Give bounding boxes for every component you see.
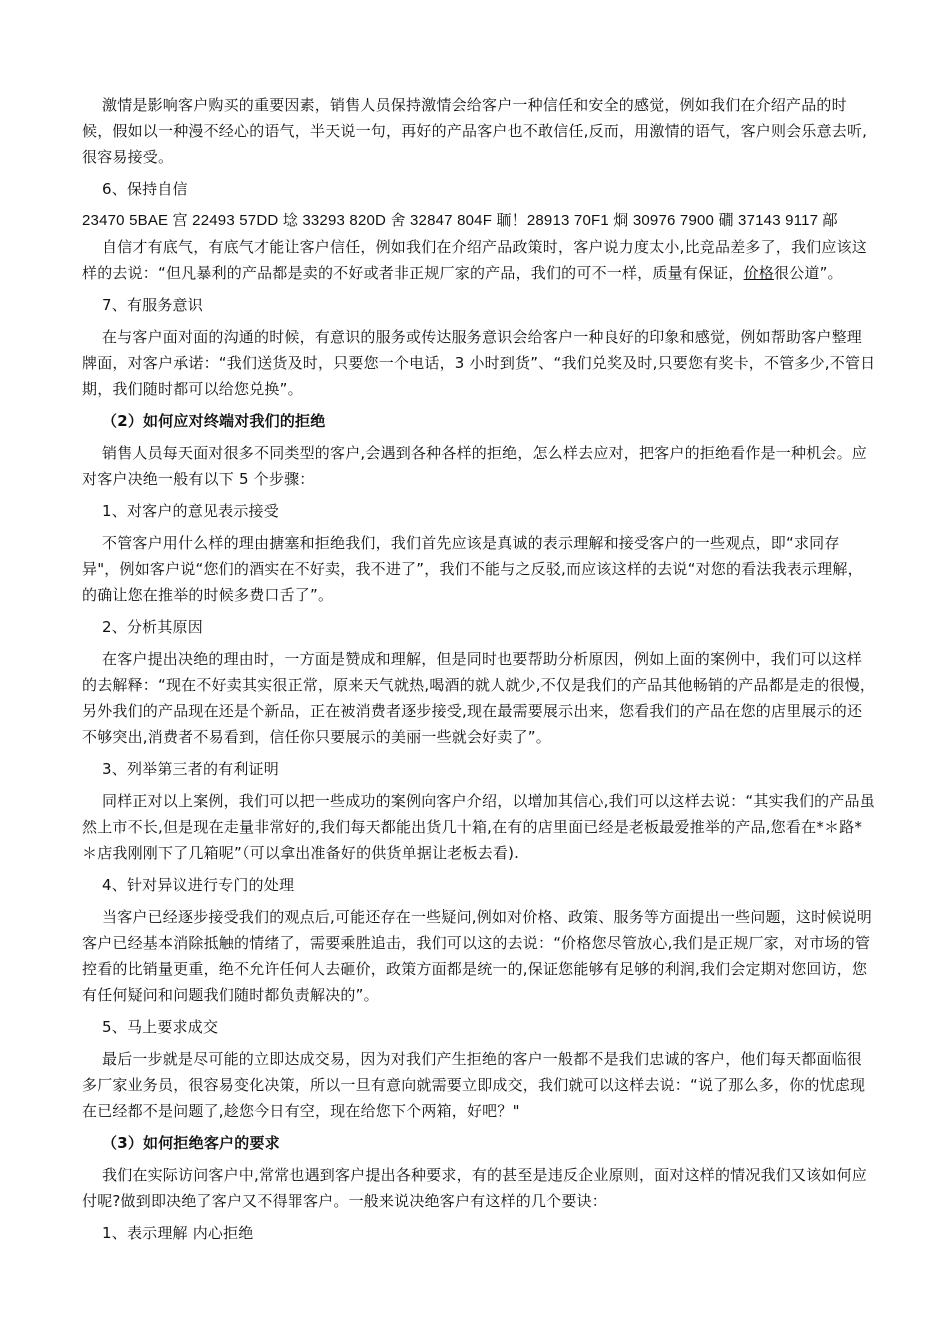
paragraph-close-deal: 最后一步就是尽可能的立即达成交易，因为对我们产生拒绝的客户一般都不是我们忠诚的客户，他们每天都面临很多厂家业务员，很容易变化决策，所以一旦有意向就需要立即成交，我们就可以这样去说：“说了那么多，你的忧虑现在已经都不是问题了,趁您今日有空，现在给您下个两箱，好吧？" bbox=[82, 1050, 866, 1120]
paragraph-rejection-intro: 销售人员每天面对很多不同类型的客户,会遇到各种各样的拒绝，怎么样去应对，把客户的拒绝看作是一种机会。应对客户决绝一般有以下 5 个步骤： bbox=[82, 444, 867, 488]
heading-analyze-reason: 2、分析其原因 bbox=[102, 618, 203, 636]
heading-service-awareness: 7、有服务意识 bbox=[102, 296, 203, 314]
heading-accept-opinion: 1、对客户的意见表示接受 bbox=[102, 502, 279, 520]
heading-close-deal: 5、马上要求成交 bbox=[102, 1018, 219, 1036]
heading-show-understanding: 1、表示理解 内心拒绝 bbox=[102, 1224, 254, 1242]
section-heading-rejection: （2）如何应对终端对我们的拒绝 bbox=[102, 412, 326, 430]
heading-third-party-proof: 3、列举第三者的有利证明 bbox=[102, 760, 279, 778]
paragraph-analyze-reason: 在客户提出决绝的理由时，一方面是赞成和理解，但是同时也要帮助分析原因，例如上面的案例中，我们可以这样的去解释：“现在不好卖其实很正常，原来天气就热,喝酒的就人就少,不仅是我们的产品其他畅销的产品都是走的很慢，另外我们的产品现在还是个新品，正在被消费者逐步接受,现在最需要展示出来，您看我们的产品在您的店里展示的还不够突出,消费者不易看到，信任你只要展示的美丽一些就会好卖了”。 bbox=[82, 650, 876, 746]
paragraph-third-party-proof: 同样正对以上案例，我们可以把一些成功的案例向客户介绍，以增加其信心,我们可以这样去说：“其实我们的产品虽然上市不长,但是现在走量非常好的,我们每天都能出货几十箱,在有的店里面已经是老板最爱推举的产品,您看在*＊路*＊店我刚刚下了几箱呢”（可以拿出准备好的供货单据让老板去看). bbox=[82, 792, 875, 862]
document-body bbox=[82, 92, 876, 1252]
section-heading-refuse-requests: （3）如何拒绝客户的要求 bbox=[102, 1134, 280, 1152]
char-code-line: 23470 5BAE 宫 22493 57DD 埝 33293 820D 舍 32847 804F 聏！28913 70F1 烱 30976 7900 礀 37143 9117 鄗 bbox=[82, 212, 838, 229]
paragraph-accept-opinion: 不管客户用什么样的理由搪塞和拒绝我们，我们首先应该是真诚的表示理解和接受客户的一些观点，即“求同存异"，例如客户说“您们的酒实在不好卖，我不进了”，我们不能与之反驳,而应该这样的去说“对您的看法我表示理解，的确让您在推举的时候多费口舌了”。 bbox=[82, 534, 863, 604]
price-link[interactable]: 价格 bbox=[743, 264, 774, 282]
paragraph-refuse-requests: 我们在实际访问客户中,常常也遇到客户提出各种要求，有的甚至是违反企业原则，面对这样的情况我们又该如何应付呢?做到即决绝了客户又不得罪客户。一般来说决绝客户有这样的几个要诀： bbox=[82, 1166, 867, 1210]
paragraph-confidence-text-a: 自信才有底气，有底气才能让客户信任，例如我们在介绍产品政策时，客户说力度太小,比竞品差多了，我们应该这样的去说：“但凡暴利的产品都是卖的不好或者非正规厂家的产品，我们的可不一样，质量有保证， bbox=[82, 238, 867, 282]
heading-handle-objections: 4、针对异议进行专门的处理 bbox=[102, 876, 295, 894]
paragraph-confidence-text-b: 很公道”。 bbox=[773, 264, 843, 282]
heading-keep-confidence: 6、保持自信 bbox=[102, 180, 188, 198]
paragraph-confidence bbox=[82, 234, 876, 286]
paragraph-service: 在与客户面对面的沟通的时候，有意识的服务或传达服务意识会给客户一种良好的印象和感觉，例如帮助客户整理牌面，对客户承诺：“我们送货及时，只要您一个电话，3 小时到货”、“我们兑奖及时,只要您有奖卡，不管多少,不管日期，我们随时都可以给您兑换”。 bbox=[82, 328, 876, 398]
paragraph-passion: 激情是影响客户购买的重要因素，销售人员保持激情会给客户一种信任和安全的感觉，例如我们在介绍产品的时候，假如以一种漫不经心的语气，半天说一句，再好的产品客户也不敢信任,反而，用激情的语气，客户则会乐意去听,很容易接受。 bbox=[82, 96, 868, 166]
paragraph-handle-objections: 当客户已经逐步接受我们的观点后,可能还存在一些疑问,例如对价格、政策、服务等方面提出一些问题，这时候说明客户已经基本消除抵触的情绪了，需要乘胜追击，我们可以这的去说：“价格您尽管放心,我们是正规厂家，对市场的管控看的比销量更重，绝不允许任何人去砸价，政策方面都是统一的,保证您能够有足够的利润,我们会定期对您回访，您有任何疑问和问题我们随时都负责解决的”。 bbox=[82, 908, 872, 1004]
